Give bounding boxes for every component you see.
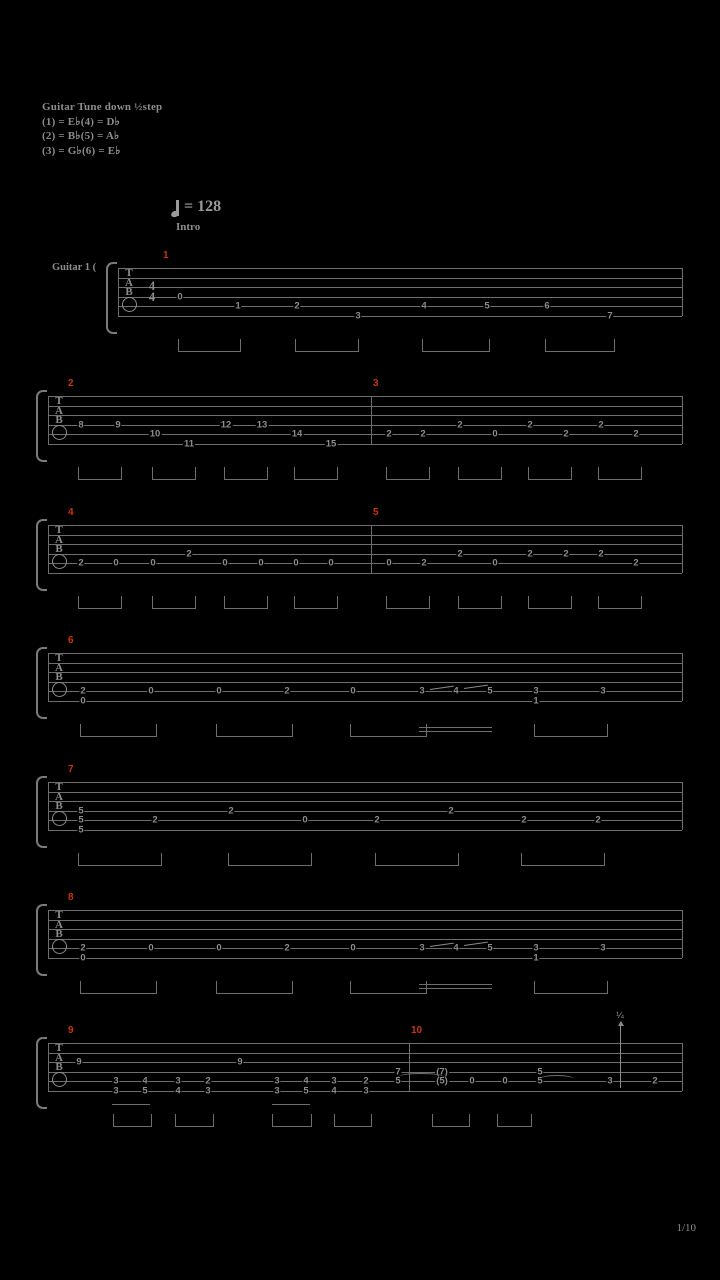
tab-clef-t: T	[55, 652, 63, 664]
beam-group	[152, 596, 196, 609]
tab-clef-b: B	[125, 286, 133, 299]
tab-note: (5)	[436, 1075, 448, 1087]
tab-note: 4	[331, 1085, 337, 1097]
tab-note: 10	[149, 428, 161, 440]
slide-line	[464, 942, 488, 946]
tab-note: 8	[78, 419, 84, 431]
beam-group	[432, 1114, 470, 1127]
tuning-line-1: (1) = E♭(4) = D♭	[42, 115, 121, 128]
beam-group	[216, 981, 293, 994]
slide-line	[464, 685, 488, 689]
staff-line	[48, 444, 682, 445]
tab-note: 2	[598, 419, 604, 431]
tab-note: 11	[183, 438, 195, 450]
staff-line	[118, 316, 682, 317]
tab-note: 7	[395, 1066, 401, 1078]
tab-note: 2	[448, 805, 454, 817]
beam-group	[458, 596, 502, 609]
tab-clef-t: T	[55, 1042, 63, 1054]
measure-number: 4	[68, 507, 74, 518]
staff-brace	[36, 390, 47, 462]
tab-clef-a: A	[55, 404, 63, 417]
tab-clef	[52, 911, 66, 940]
beam-group	[175, 1114, 214, 1127]
tab-note: 13	[256, 419, 268, 431]
tab-clef	[52, 654, 66, 683]
staff-line	[48, 544, 682, 545]
tab-clef-t: T	[55, 909, 63, 921]
tab-note: 9	[115, 419, 121, 431]
tab-note: 0	[350, 942, 356, 954]
beam-group	[80, 981, 157, 994]
beam-group	[113, 1114, 152, 1127]
measure-number: 6	[68, 635, 74, 646]
tab-note: 5	[537, 1066, 543, 1078]
beam-group	[334, 1114, 372, 1127]
tab-clef-a: A	[55, 533, 63, 546]
tab-note: 1	[533, 952, 539, 964]
beam-secondary	[419, 984, 492, 985]
tab-note: 2	[294, 300, 300, 312]
barline	[682, 910, 683, 958]
tab-note: 2	[527, 419, 533, 431]
tab-note: 4	[421, 300, 427, 312]
tab-note: 0	[150, 557, 156, 569]
tab-note: 3	[274, 1085, 280, 1097]
tab-note: 0	[216, 685, 222, 697]
tab-note: 0	[492, 428, 498, 440]
beam-group	[216, 724, 293, 737]
staff-line	[48, 801, 682, 802]
tab-clef-a: A	[55, 918, 63, 931]
tab-note: 3	[331, 1075, 337, 1087]
beam-group	[78, 596, 122, 609]
staff-brace	[36, 776, 47, 848]
tab-clef-b: B	[55, 671, 63, 684]
tab-clef	[122, 269, 136, 298]
staff-line	[48, 910, 682, 911]
tab-note: 12	[220, 419, 232, 431]
tab-note: 2	[284, 685, 290, 697]
staff-line	[48, 425, 682, 426]
beam-group	[294, 467, 338, 480]
beam-group	[350, 724, 427, 737]
staff-brace	[106, 262, 117, 334]
tab-note: 0	[216, 942, 222, 954]
barline	[682, 782, 683, 830]
staff-line	[118, 306, 682, 307]
staff-line	[48, 811, 682, 812]
staff-line	[48, 1043, 682, 1044]
barline	[48, 910, 49, 958]
staff-brace	[36, 904, 47, 976]
slide-line	[430, 686, 454, 690]
beam-secondary	[112, 1104, 150, 1105]
tab-clef	[52, 526, 66, 555]
tab-note: 5	[487, 685, 493, 697]
tab-note: 2	[457, 419, 463, 431]
time-signature-bottom: 4	[148, 290, 156, 304]
tab-note: 3	[175, 1075, 181, 1087]
tab-note: 5	[395, 1075, 401, 1087]
tab-note: 2	[374, 814, 380, 826]
barline	[682, 396, 683, 444]
barline	[48, 653, 49, 701]
tab-note: 3	[355, 310, 361, 322]
section-label: Intro	[176, 221, 201, 233]
tab-note: 4	[303, 1075, 309, 1087]
beam-group	[78, 467, 122, 480]
beam-group	[528, 596, 572, 609]
barline	[48, 396, 49, 444]
measure-number: 10	[411, 1025, 423, 1036]
tab-note: 5	[142, 1085, 148, 1097]
tab-note: 0	[502, 1075, 508, 1087]
tab-note: 2	[563, 428, 569, 440]
staff-line	[48, 434, 682, 435]
tab-note: 0	[80, 952, 86, 964]
staff-line	[48, 1062, 682, 1063]
beam-group	[224, 596, 268, 609]
measure-number: 7	[68, 764, 74, 775]
tab-note: 9	[76, 1056, 82, 1068]
beam-group	[528, 467, 572, 480]
tab-note: 2	[284, 942, 290, 954]
beam-group	[497, 1114, 532, 1127]
tuning-info	[42, 100, 162, 158]
beam-group	[458, 467, 502, 480]
tab-note: 2	[527, 548, 533, 560]
staff-line	[118, 268, 682, 269]
bend-label: ¼	[616, 1010, 624, 1020]
tab-note: (7)	[436, 1066, 448, 1078]
barline	[48, 1043, 49, 1091]
staff-line	[48, 573, 682, 574]
tab-clef-t: T	[55, 395, 63, 407]
tab-note: 3	[274, 1075, 280, 1087]
tab-note: 2	[80, 685, 86, 697]
tab-note: 2	[152, 814, 158, 826]
tab-note: 2	[420, 428, 426, 440]
tab-note: 0	[177, 291, 183, 303]
tab-note: 0	[293, 557, 299, 569]
tab-clef	[52, 1044, 66, 1073]
tab-note: 0	[148, 942, 154, 954]
tab-note: 5	[78, 814, 84, 826]
tab-note: 3	[533, 942, 539, 954]
tab-note: 3	[363, 1085, 369, 1097]
tab-note: 0	[386, 557, 392, 569]
beam-group	[152, 467, 196, 480]
measure-number: 1	[163, 250, 169, 261]
tab-clef-b: B	[55, 414, 63, 427]
staff-line	[48, 554, 682, 555]
tab-note: 2	[80, 942, 86, 954]
barline	[371, 396, 372, 444]
tab-clef-circle	[52, 682, 67, 697]
tab-note: 14	[291, 428, 303, 440]
staff-line	[48, 396, 682, 397]
tab-note: 3	[607, 1075, 613, 1087]
staff-line	[48, 663, 682, 664]
tab-note: 2	[598, 548, 604, 560]
tab-clef	[52, 783, 66, 812]
tuning-line-3: (3) = G♭(6) = E♭	[42, 144, 121, 157]
staff-line	[48, 525, 682, 526]
track-label: Guitar 1 (	[52, 262, 97, 273]
tab-note: 3	[533, 685, 539, 697]
beam-group	[422, 339, 490, 352]
time-signature	[146, 281, 158, 303]
tab-note: 5	[303, 1085, 309, 1097]
beam-group	[294, 596, 338, 609]
beam-group	[386, 596, 430, 609]
tab-note: 3	[600, 685, 606, 697]
beam-group	[545, 339, 615, 352]
tab-clef-t: T	[125, 267, 133, 279]
tab-note: 2	[563, 548, 569, 560]
tab-note: 9	[237, 1056, 243, 1068]
staff-line	[48, 958, 682, 959]
tab-note: 0	[80, 695, 86, 707]
beam-group	[521, 853, 605, 866]
tab-note: 0	[113, 557, 119, 569]
tab-note: 5	[78, 805, 84, 817]
slide-line	[430, 943, 454, 947]
measure-number: 9	[68, 1025, 74, 1036]
tab-note: 2	[228, 805, 234, 817]
barline	[682, 653, 683, 701]
tab-clef	[52, 397, 66, 426]
measure-number: 5	[373, 507, 379, 518]
tab-note: 2	[205, 1075, 211, 1087]
tab-note: 0	[492, 557, 498, 569]
tab-note: 2	[363, 1075, 369, 1087]
tab-clef-circle	[52, 939, 67, 954]
barline	[682, 268, 683, 316]
tab-note: 2	[595, 814, 601, 826]
beam-group	[350, 981, 427, 994]
tab-note: 0	[469, 1075, 475, 1087]
tab-note: 3	[419, 942, 425, 954]
tab-note: 0	[302, 814, 308, 826]
tab-clef-a: A	[55, 790, 63, 803]
tab-clef-circle	[52, 811, 67, 826]
quarter-note-icon	[176, 200, 179, 216]
tab-note: 4	[142, 1075, 148, 1087]
beam-group	[375, 853, 459, 866]
staff-brace	[36, 1037, 47, 1109]
tab-note: 0	[258, 557, 264, 569]
beam-group	[228, 853, 312, 866]
staff-line	[48, 415, 682, 416]
barline	[409, 1043, 410, 1091]
tab-note: 0	[328, 557, 334, 569]
tab-note: 5	[487, 942, 493, 954]
staff-line	[48, 920, 682, 921]
beam-group	[598, 596, 642, 609]
tab-note: 2	[633, 557, 639, 569]
beam-group	[598, 467, 642, 480]
tab-clef-t: T	[55, 781, 63, 793]
beam-group	[534, 724, 608, 737]
staff-line	[48, 820, 682, 821]
barline	[118, 268, 119, 316]
tab-clef-circle	[52, 425, 67, 440]
staff-line	[48, 653, 682, 654]
measure-number: 2	[68, 378, 74, 389]
staff-brace	[36, 519, 47, 591]
tab-note: 5	[78, 824, 84, 836]
staff-line	[48, 563, 682, 564]
tab-note: 5	[537, 1075, 543, 1087]
barline	[48, 782, 49, 830]
barline	[682, 1043, 683, 1091]
tab-clef-b: B	[55, 800, 63, 813]
beam-group	[78, 853, 162, 866]
tab-note: 2	[633, 428, 639, 440]
tab-note: 2	[186, 548, 192, 560]
tempo-value: = 128	[184, 198, 222, 215]
tuning-line-2: (2) = B♭(5) = A♭	[42, 130, 120, 142]
measure-number: 8	[68, 892, 74, 903]
tab-clef-circle	[122, 297, 137, 312]
tab-note: 5	[484, 300, 490, 312]
staff-line	[118, 287, 682, 288]
staff-line	[118, 278, 682, 279]
tab-clef-b: B	[55, 543, 63, 556]
staff-line	[48, 682, 682, 683]
barline	[371, 525, 372, 573]
tab-clef-a: A	[55, 661, 63, 674]
staff-line	[48, 701, 682, 702]
tab-clef-b: B	[55, 1061, 63, 1074]
tab-clef-a: A	[125, 276, 133, 289]
staff-line	[48, 830, 682, 831]
tab-note: 2	[78, 557, 84, 569]
staff-line	[48, 1072, 682, 1073]
beam-secondary	[419, 988, 492, 989]
tab-note: 0	[350, 685, 356, 697]
tab-note: 2	[421, 557, 427, 569]
beam-group	[224, 467, 268, 480]
tab-note: 0	[148, 685, 154, 697]
staff-line	[48, 948, 682, 949]
tab-note: 2	[386, 428, 392, 440]
tuning-line-0: Guitar Tune down ½step	[42, 101, 163, 113]
staff-line	[48, 782, 682, 783]
beam-secondary	[419, 727, 492, 728]
staff-line	[48, 406, 682, 407]
tab-note: 3	[205, 1085, 211, 1097]
tab-note: 4	[453, 942, 459, 954]
beam-group	[178, 339, 241, 352]
tab-clef-a: A	[55, 1051, 63, 1064]
beam-group	[386, 467, 430, 480]
tab-note: 2	[652, 1075, 658, 1087]
staff-line	[48, 929, 682, 930]
tab-note: 3	[113, 1085, 119, 1097]
staff-brace	[36, 647, 47, 719]
staff-line	[118, 297, 682, 298]
beam-secondary	[419, 731, 492, 732]
staff-line	[48, 691, 682, 692]
staff-line	[48, 792, 682, 793]
staff-line	[48, 672, 682, 673]
beam-group	[272, 1114, 312, 1127]
beam-group	[534, 981, 608, 994]
tab-note: 1	[235, 300, 241, 312]
tab-clef-circle	[52, 554, 67, 569]
beam-group	[80, 724, 157, 737]
tab-note: 3	[419, 685, 425, 697]
tab-note: 1	[533, 695, 539, 707]
tab-clef-circle	[52, 1072, 67, 1087]
page-number: 1/10	[676, 1222, 696, 1234]
barline	[48, 525, 49, 573]
staff-line	[48, 939, 682, 940]
staff-line	[48, 1053, 682, 1054]
beam-secondary	[272, 1104, 310, 1105]
tab-note: 4	[175, 1085, 181, 1097]
tab-note: 6	[544, 300, 550, 312]
tab-note: 4	[453, 685, 459, 697]
tab-clef-b: B	[55, 928, 63, 941]
tab-note: 3	[113, 1075, 119, 1087]
barline	[682, 525, 683, 573]
time-signature-top: 4	[148, 279, 156, 293]
tab-note: 2	[521, 814, 527, 826]
tab-note: 7	[607, 310, 613, 322]
bend-arrow-icon	[620, 1022, 621, 1088]
tab-note: 2	[457, 548, 463, 560]
tab-clef-t: T	[55, 524, 63, 536]
staff-line	[48, 535, 682, 536]
measure-number: 3	[373, 378, 379, 389]
tab-note: 0	[222, 557, 228, 569]
tab-note: 3	[600, 942, 606, 954]
beam-group	[295, 339, 359, 352]
tab-note: 15	[325, 438, 337, 450]
